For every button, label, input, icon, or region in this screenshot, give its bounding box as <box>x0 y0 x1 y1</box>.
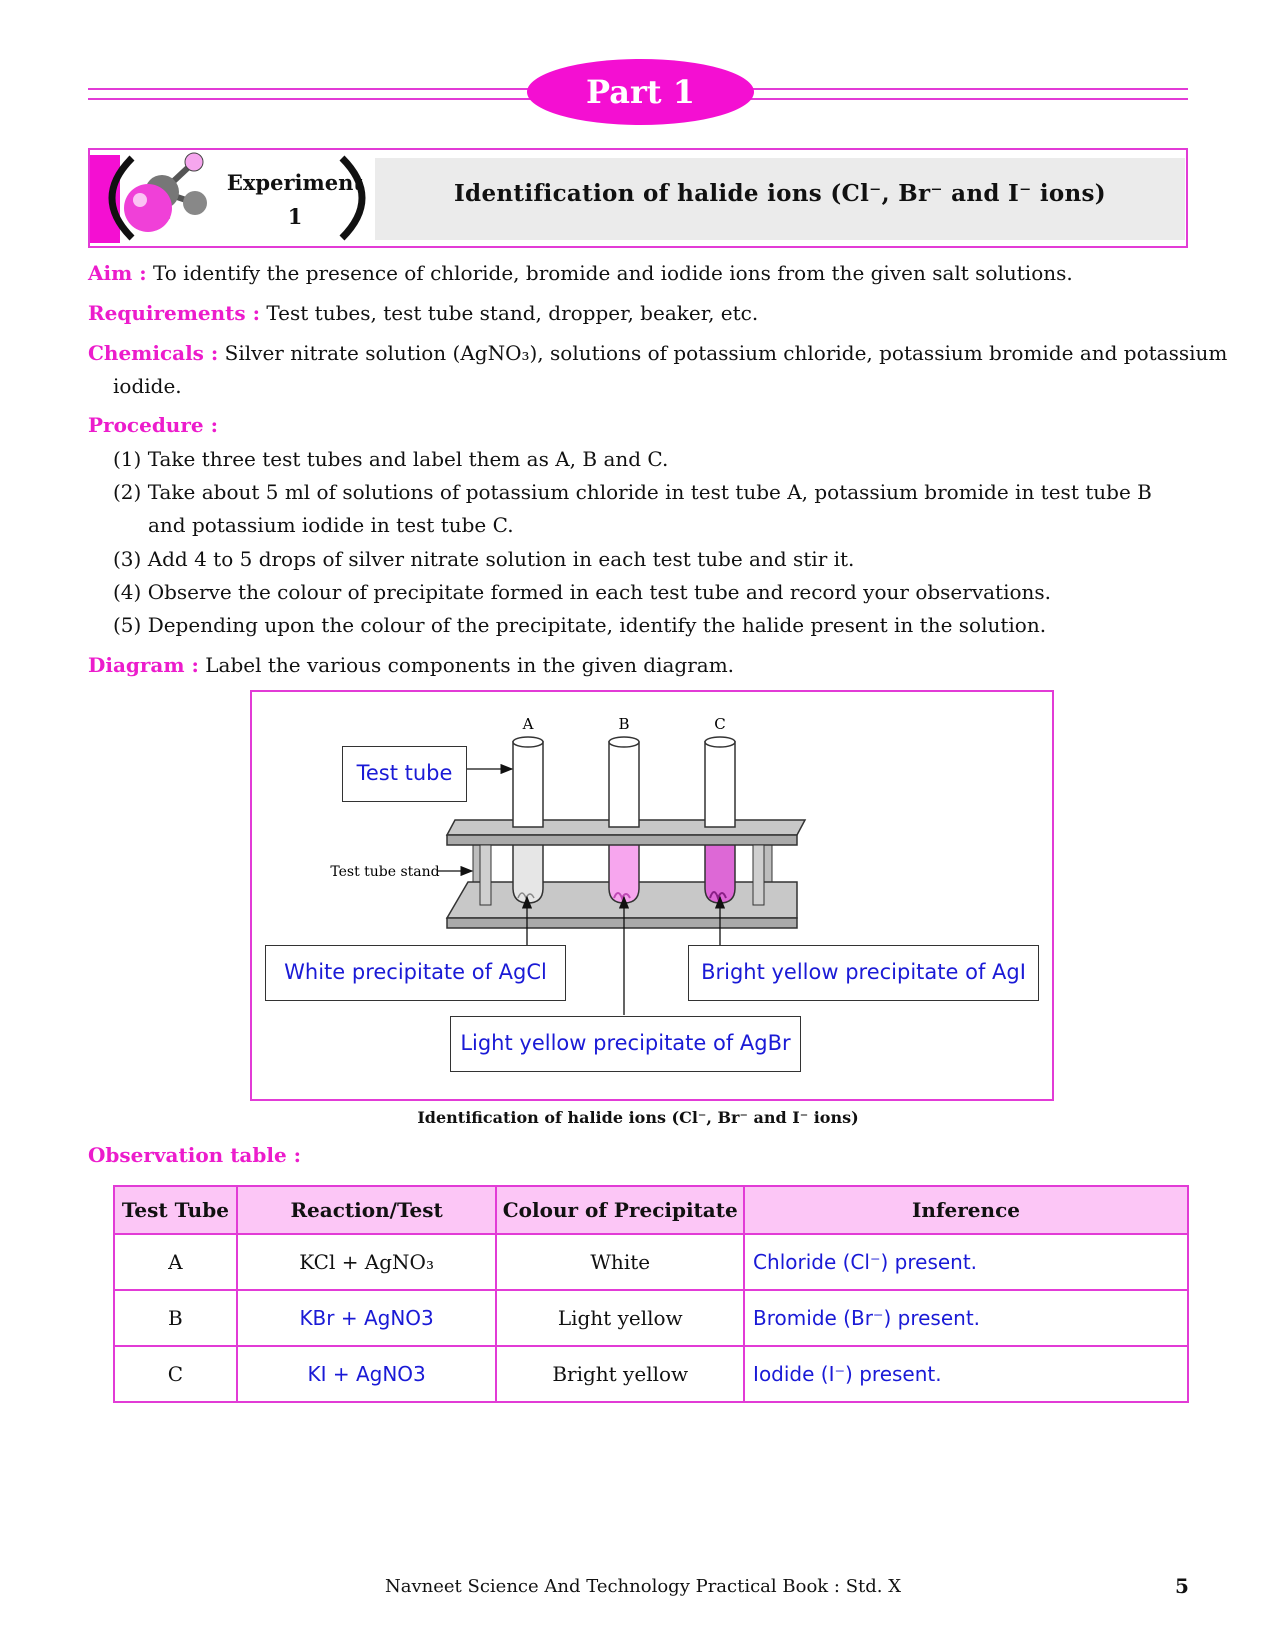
tube-a <box>513 840 543 903</box>
requirements-label: Requirements : <box>88 301 261 325</box>
table-row <box>114 1346 1188 1402</box>
procedure-step-1: (1) Take three test tubes and label them as A, B and C. <box>113 447 669 471</box>
header-test-tube: Test Tube <box>114 1186 237 1234</box>
header-reaction: Reaction/Test <box>237 1186 497 1234</box>
procedure-step-5: (5) Depending upon the colour of the precipitate, identify the halide present in the solution. <box>113 613 1047 637</box>
aim-label: Aim : <box>88 261 147 285</box>
procedure-step-4: (4) Observe the colour of precipitate formed in each test tube and record your observations. <box>113 580 1052 604</box>
cell-colour: Bright yellow <box>496 1346 744 1402</box>
header-colour: Colour of Precipitate <box>496 1186 744 1234</box>
experiment-word: Experiment <box>226 170 364 195</box>
cell-reaction: KBr + AgNO3 <box>237 1290 497 1346</box>
tube-letter-a: A <box>522 715 534 733</box>
cell-inference: Chloride (Cl⁻) present. <box>744 1234 1188 1290</box>
diagram-caption: Identification of halide ions (Cl⁻, Br⁻ and I⁻ ions) <box>417 1108 859 1127</box>
cell-reaction: KI + AgNO3 <box>237 1346 497 1402</box>
observation-table <box>113 1185 1189 1403</box>
diagram-label: Diagram : <box>88 653 199 677</box>
footer-text: Navneet Science And Technology Practical Book : Std. X <box>385 1576 902 1597</box>
cell-reaction: KCl + AgNO₃ <box>237 1234 497 1290</box>
part-badge: Part 1 <box>527 59 754 125</box>
experiment-title: Identification of halide ions (Cl⁻, Br⁻ and I⁻ ions) <box>454 180 1106 207</box>
requirements-text: Test tubes, test tube stand, dropper, beaker, etc. <box>266 301 759 325</box>
cell-colour: Light yellow <box>496 1290 744 1346</box>
table-header-row <box>114 1186 1188 1234</box>
cell-inference: Bromide (Br⁻) present. <box>744 1290 1188 1346</box>
header-inference: Inference <box>744 1186 1188 1234</box>
page-number: 5 <box>1175 1574 1189 1598</box>
label-test-tube: Test tube <box>342 746 467 802</box>
chemicals-line <box>88 339 1227 367</box>
chemicals-label: Chemicals : <box>88 341 219 365</box>
diagram-instruction: Label the various components in the given diagram. <box>205 653 735 677</box>
label-white-precipitate: White precipitate of AgCl <box>265 945 566 1001</box>
diagram-line <box>88 651 734 679</box>
tube-b <box>609 840 639 903</box>
cell-tube: C <box>114 1346 237 1402</box>
aim-text: To identify the presence of chloride, bromide and iodide ions from the given salt solutions. <box>152 261 1073 285</box>
procedure-step-2: (2) Take about 5 ml of solutions of potassium chloride in test tube A, potassium bromide in test tube B <box>113 480 1152 504</box>
requirements-line <box>88 299 758 327</box>
cell-tube: A <box>114 1234 237 1290</box>
tube-letter-b: B <box>618 715 630 733</box>
experiment-number: 1 <box>287 204 303 229</box>
procedure-label: Procedure : <box>88 413 218 437</box>
chemicals-text-cont: iodide. <box>113 374 182 398</box>
aim-line <box>88 259 1073 287</box>
chemicals-text: Silver nitrate solution (AgNO₃), solutions of potassium chloride, potassium bromide and potassium <box>224 341 1228 365</box>
procedure-step-2-cont: and potassium iodide in test tube C. <box>148 513 514 537</box>
stand-label: Test tube stand <box>330 864 440 880</box>
experiment-label <box>220 166 370 234</box>
table-row <box>114 1290 1188 1346</box>
table-row <box>114 1234 1188 1290</box>
cell-tube: B <box>114 1290 237 1346</box>
tube-letter-c: C <box>714 715 726 733</box>
label-light-yellow-precipitate: Light yellow precipitate of AgBr <box>450 1016 801 1072</box>
observation-label: Observation table : <box>88 1143 302 1167</box>
cell-colour: White <box>496 1234 744 1290</box>
label-bright-yellow-precipitate: Bright yellow precipitate of AgI <box>688 945 1039 1001</box>
cell-inference: Iodide (I⁻) present. <box>744 1346 1188 1402</box>
procedure-step-3: (3) Add 4 to 5 drops of silver nitrate solution in each test tube and stir it. <box>113 547 855 571</box>
